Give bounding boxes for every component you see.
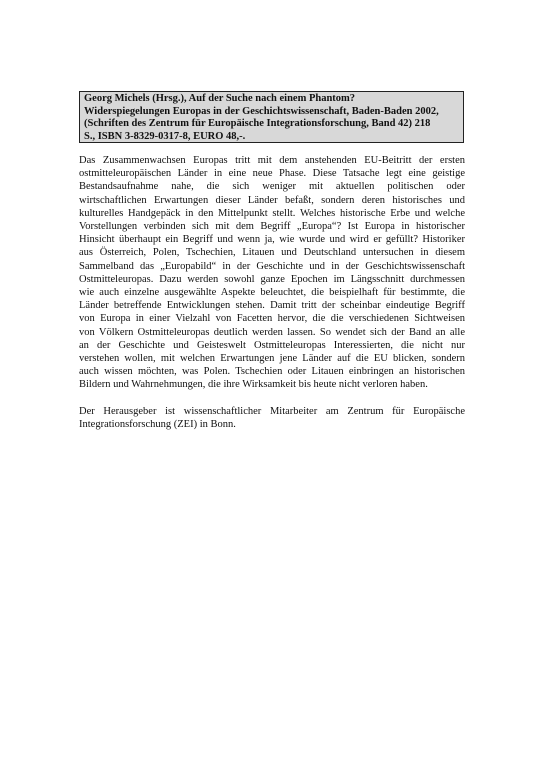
text-line: Vorstellungen verbinden sich mit dem Begriff „Europa“? Ist Europa in historischer (79, 221, 465, 233)
text-line: Integrationsforschung (ZEI) in Bonn. (79, 418, 236, 430)
text-line: Hinsicht überhaupt ein Begriff und wenn ja, wie wurde und wird er gefüllt? Historiker (79, 234, 465, 246)
text-line: wie auch einzelne ausgewählte Aspekte beleuchtet, die beispielhaft für bestimmte, die (79, 287, 465, 299)
text-line: Länder betreffende Entwicklungen stehen. Damit tritt der scheinbar eindeutige Begriff (79, 300, 465, 312)
description-paragraph (79, 154, 465, 392)
review-body (79, 154, 465, 444)
citation-line: Georg Michels (Hrsg.), Auf der Suche nach einem Phantom? (84, 93, 356, 104)
citation-line: Widerspiegelungen Europas in der Geschichtswissenschaft, Baden-Baden 2002, (84, 105, 439, 117)
text-line: verstehen wollen, mit welchen Erwartungen jene Länder auf die EU blicken, sondern (79, 353, 465, 365)
text-line: ostmitteleuropäischen Länder in eine neue Phase. Diese Tatsache legt eine geistige (79, 168, 465, 180)
text-line: Ostmitteleuropas. Dazu werden sowohl ganze Epochen im Längsschnitt durchmessen (79, 273, 465, 285)
text-line: auch wissen möchten, was Polen. Tschechien oder Litauen einbringen an historischen (79, 366, 465, 378)
text-line: von Völkern Ostmitteleuropas deutlich werden lassen. So wendet sich der Band an alle (79, 326, 465, 338)
citation-line: (Schriften des Zentrum für Europäische Integrationsforschung, Band 42) 218 (84, 118, 431, 130)
text-line: Das Zusammenwachsen Europas tritt mit dem anstehenden EU-Beitritt der ersten (79, 155, 465, 166)
text-line: kulturelles Handgepäck in den Mittelpunkt stellt. Welches historische Erbe und welche (79, 207, 465, 219)
citation-box (79, 91, 464, 143)
text-line: an der Geschichte und Geisteswelt Ostmitteleuropas Interessierten, die nicht nur (79, 339, 465, 351)
text-line: aus Österreich, Polen, Tschechien, Litauen und Deutschland untersuchen in diesem (79, 247, 465, 259)
text-line: von Europa in einer Vielzahl von Facetten hervor, die die verschiedenen Sichtweisen (79, 313, 465, 325)
editor-paragraph (79, 405, 465, 431)
text-line: Bestandsaufnahme nahe, die sich weniger mit aktuellen politischen oder (79, 181, 465, 193)
text-line: Sammelband das „Europabild“ in der Geschichte und in der Geschichtswissenschaft (79, 260, 465, 272)
text-line: Bildern und Wahrnehmungen, die ihre Wirksamkeit bis heute nicht verloren haben. (79, 379, 428, 391)
text-line: Der Herausgeber ist wissenschaftlicher Mitarbeiter am Zentrum für Europäische (79, 405, 465, 417)
citation-line: S., ISBN 3-8329-0317-8, EURO 48,-. (84, 130, 246, 142)
text-line: wirtschaftlichen Erwartungen dieser Länder befaßt, sondern deren historisches und (79, 194, 465, 206)
